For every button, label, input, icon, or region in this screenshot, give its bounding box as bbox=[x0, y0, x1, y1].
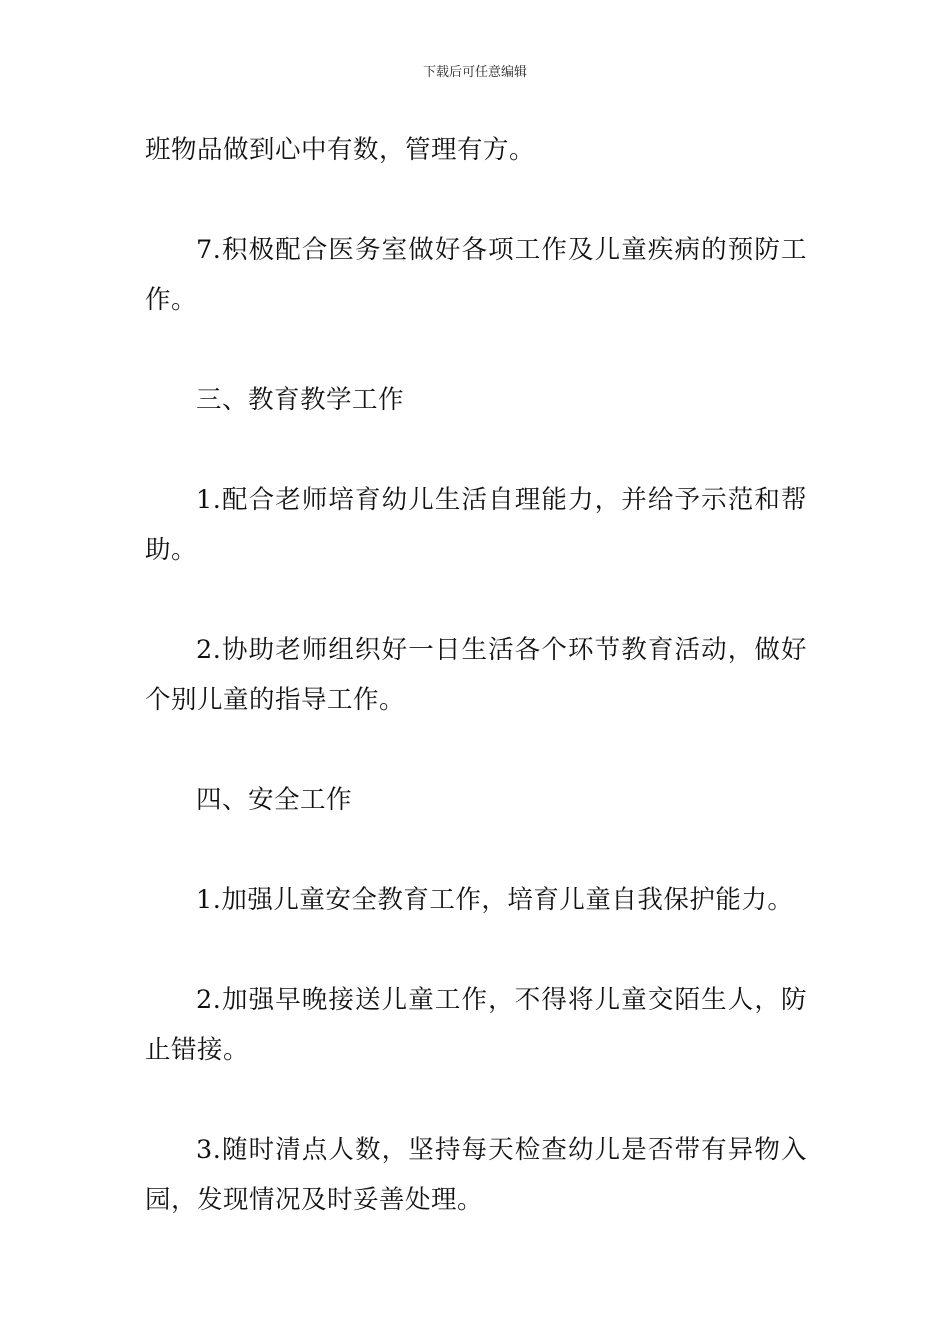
paragraph-gap bbox=[145, 925, 807, 975]
paragraph-safety-item-2: 2.加强早晚接送儿童工作，不得将儿童交陌生人，防止错接。 bbox=[145, 985, 807, 1065]
section-heading-safety: 四、安全工作 bbox=[196, 785, 353, 815]
paragraph-gap bbox=[145, 425, 807, 475]
paragraph-gap bbox=[145, 325, 807, 375]
paragraph-education-item-1: 1.配合老师培育幼儿生活自理能力，并给予示范和帮助。 bbox=[145, 485, 807, 565]
page-header-note: 下载后可任意编辑 bbox=[422, 65, 527, 80]
paragraph-safety-item-3: 3.随时清点人数，坚持每天检查幼儿是否带有异物入园，发现情况及时妥善处理。 bbox=[145, 1135, 807, 1215]
paragraph-gap bbox=[145, 825, 807, 875]
paragraph-item-7: 7.积极配合医务室做好各项工作及儿童疾病的预防工作。 bbox=[145, 235, 807, 315]
paragraph-gap bbox=[145, 575, 807, 625]
paragraph-safety-item-1: 1.加强儿童安全教育工作，培育儿童自我保护能力。 bbox=[196, 885, 794, 915]
paragraph-gap bbox=[145, 175, 807, 225]
paragraph-continuation: 班物品做到心中有数，管理有方。 bbox=[145, 135, 536, 165]
section-heading-education: 三、教育教学工作 bbox=[196, 385, 405, 415]
paragraph-education-item-2: 2.协助老师组织好一日生活各个环节教育活动，做好个别儿童的指导工作。 bbox=[145, 635, 807, 715]
paragraph-gap bbox=[145, 1075, 807, 1125]
document-body bbox=[145, 125, 807, 1225]
paragraph-gap bbox=[145, 725, 807, 775]
